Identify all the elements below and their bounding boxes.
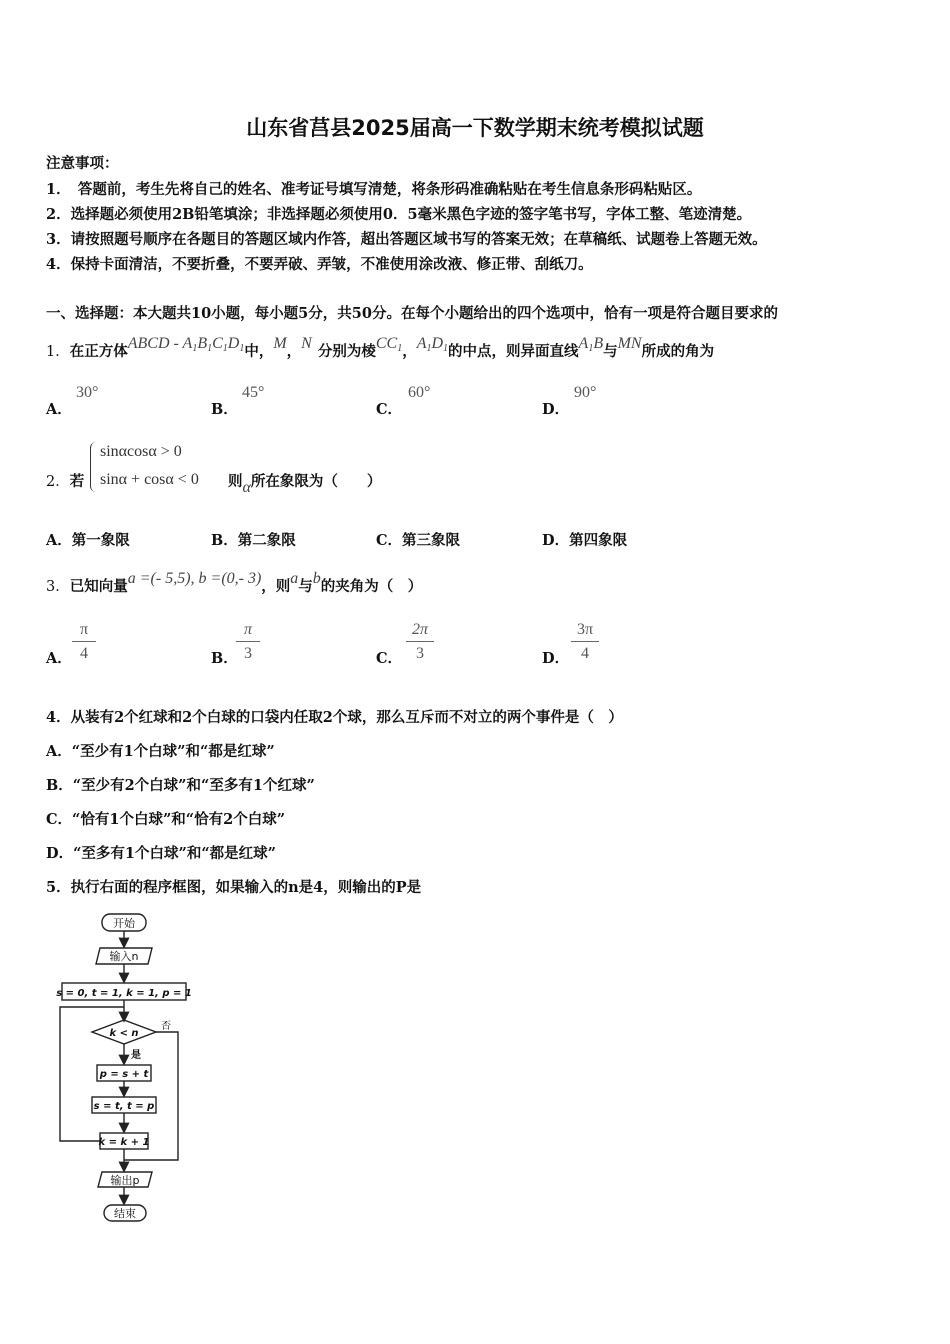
math-expr: N bbox=[301, 335, 312, 352]
question-number: 3． bbox=[46, 579, 70, 595]
q2-option-a[interactable]: A．第一象限 bbox=[46, 532, 130, 549]
flow-end-label: 结束 bbox=[114, 1207, 136, 1220]
flow-yes-label: 是 bbox=[131, 1050, 141, 1061]
notice-heading: 注意事项： bbox=[46, 155, 119, 172]
q1-text: 分别为棱 bbox=[317, 343, 376, 360]
q3-text: ，则 bbox=[261, 578, 291, 595]
q1-option-d[interactable]: D． bbox=[542, 401, 570, 418]
question-5-stem: 5．执行右面的程序框图，如果输入的n是4，则输出的P是 bbox=[46, 879, 422, 896]
q1-option-a[interactable]: A． bbox=[46, 401, 72, 418]
q3-option-a-fraction: π 4 bbox=[72, 620, 96, 664]
q3-option-b[interactable]: B． bbox=[211, 650, 238, 667]
question-4-stem: 4．从装有2个红球和2个白球的口袋内任取2个球，那么互斥而不对立的两个事件是（ ） bbox=[46, 709, 623, 726]
q1-option-a-value: 30° bbox=[76, 384, 99, 401]
q3-option-c[interactable]: C． bbox=[376, 650, 403, 667]
flow-step3-label: k = k + 1 bbox=[98, 1137, 150, 1148]
math-expr: $A_1D_1$ bbox=[416, 335, 449, 354]
flow-input-label: 输入n bbox=[109, 950, 139, 963]
q4-option-a[interactable]: A．“至少有1个白球”和“都是红球” bbox=[46, 743, 275, 760]
q1-text: 在正方体 bbox=[69, 343, 128, 360]
notice-item: 1． 答题前，考生先将自己的姓名、准考证号填写清楚，将条形码准确粘贴在考生信息条形码粘贴区。 bbox=[46, 181, 702, 198]
math-expr: $CC_1$ bbox=[375, 335, 403, 354]
q2-option-d[interactable]: D．第四象限 bbox=[542, 532, 628, 549]
q2-text: 则 bbox=[228, 473, 243, 490]
q3-option-b-fraction: π 3 bbox=[236, 620, 260, 664]
notice-item: 3．请按照题号顺序在各题目的答题区域内作答，超出答题区域书写的答案无效；在草稿纸、试题卷上答题无效。 bbox=[46, 231, 767, 248]
q4-option-b[interactable]: B．“至少有2个白球”和“至多有1个红球” bbox=[46, 777, 315, 794]
page-title: 山东省莒县2025届高一下数学期末统考模拟试题 bbox=[246, 116, 704, 140]
question-3-stem bbox=[46, 570, 423, 596]
q2-text: 若 bbox=[69, 473, 85, 490]
q3-option-d-fraction: 3π 4 bbox=[571, 620, 599, 664]
q1-text: 所成的角为 bbox=[641, 343, 715, 360]
q2-text: 所在象限为（ ） bbox=[250, 473, 382, 490]
q1-text: ， bbox=[286, 343, 302, 360]
flow-cond-label: k < n bbox=[109, 1028, 139, 1039]
math-expr: M bbox=[273, 335, 287, 352]
q3-text: 已知向量 bbox=[69, 578, 128, 595]
notice-item: 2．选择题必须使用2B铅笔填涂；非选择题必须使用0．5毫米黑色字迹的签字笔书写，字体工整、笔迹清楚。 bbox=[46, 206, 752, 223]
flow-step2-label: s = t, t = p bbox=[93, 1101, 155, 1112]
math-expr: ABCD - $A_1B_1C_1D_1$ bbox=[127, 335, 245, 354]
question-number: 1． bbox=[46, 344, 70, 360]
condition-2: sinα + cosα < 0 bbox=[100, 471, 199, 488]
q4-option-c[interactable]: C．“恰有1个白球”和“恰有2个白球” bbox=[46, 811, 286, 828]
math-expr: a =(- 5,5), b =(0,- 3) bbox=[127, 570, 262, 587]
q1-option-b-value: 45° bbox=[242, 384, 265, 401]
flow-output-label: 输出p bbox=[110, 1174, 140, 1187]
q2-option-b[interactable]: B．第二象限 bbox=[211, 532, 296, 549]
condition-1: sinαcosα > 0 bbox=[100, 443, 182, 460]
math-expr: MN bbox=[617, 335, 642, 352]
q3-option-a[interactable]: A． bbox=[46, 650, 72, 667]
section-heading: 一、选择题：本大题共10小题，每小题5分，共50分。在每个小题给出的四个选项中，恰有一项是符合题目要求的 bbox=[46, 305, 778, 322]
q1-option-c-value: 60° bbox=[408, 384, 431, 401]
q3-text: 与 bbox=[298, 578, 313, 595]
question-2-tail bbox=[228, 470, 382, 496]
q3-text: 的夹角为（ ） bbox=[320, 578, 423, 595]
math-expr: α bbox=[242, 479, 251, 496]
flowchart bbox=[56, 908, 206, 1226]
q1-text: ， bbox=[402, 343, 417, 360]
notice-item: 4．保持卡面清洁，不要折叠，不要弄破、弄皱，不准使用涂改液、修正带、刮纸刀。 bbox=[46, 256, 593, 273]
flow-step1-label: p = s + t bbox=[99, 1069, 149, 1080]
inequality-system bbox=[90, 438, 199, 494]
q1-text: 的中点，则异面直线 bbox=[448, 343, 579, 360]
flow-init-label: s = 0, t = 1, k = 1, p = 1 bbox=[56, 988, 192, 999]
question-1-stem bbox=[46, 335, 715, 362]
flow-no-label: 否 bbox=[161, 1021, 171, 1032]
question-number: 2． bbox=[46, 474, 70, 490]
q4-option-d[interactable]: D．“至多有1个白球”和“都是红球” bbox=[46, 845, 277, 862]
q3-option-d[interactable]: D． bbox=[542, 650, 570, 667]
q1-option-c[interactable]: C． bbox=[376, 401, 403, 418]
math-expr: a bbox=[290, 570, 299, 587]
q1-text: 中， bbox=[244, 343, 274, 360]
question-2-stem bbox=[46, 470, 84, 491]
q2-option-c[interactable]: C．第三象限 bbox=[376, 532, 461, 549]
q1-option-b[interactable]: B． bbox=[211, 401, 238, 418]
math-expr: $A_1B$ bbox=[578, 335, 604, 354]
brace bbox=[90, 442, 99, 492]
q3-option-c-fraction: 2π 3 bbox=[406, 620, 434, 664]
q1-option-d-value: 90° bbox=[574, 384, 597, 401]
flow-start-label: 开始 bbox=[113, 917, 135, 930]
math-expr: b bbox=[312, 570, 321, 587]
q1-text: 与 bbox=[603, 343, 618, 360]
